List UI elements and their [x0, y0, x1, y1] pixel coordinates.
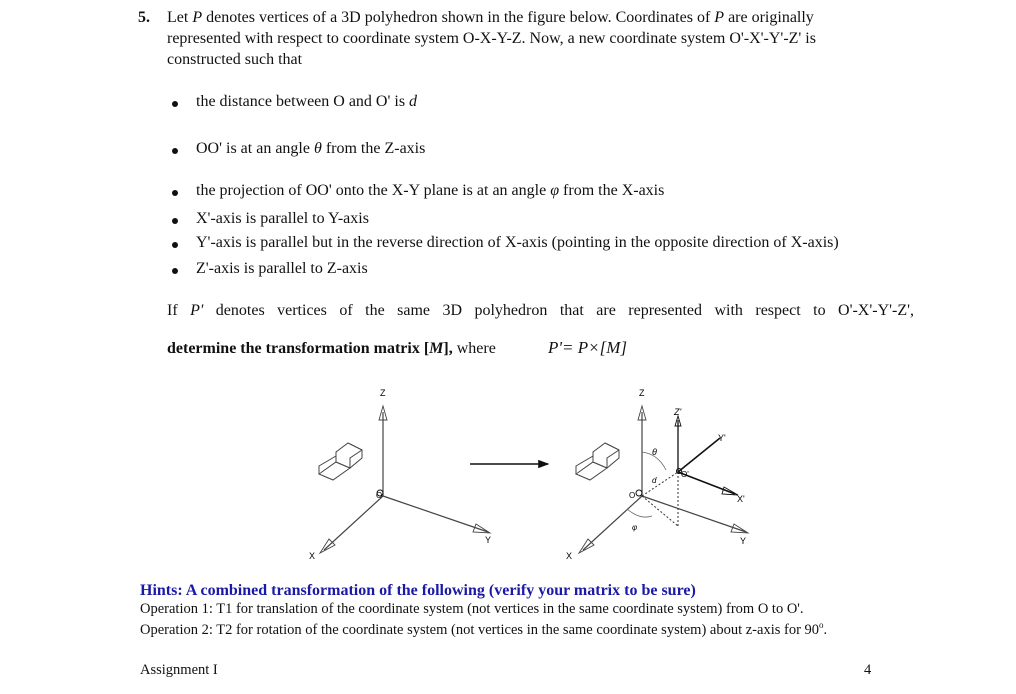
bullet-zprime: Z'-axis is parallel to Z-axis — [196, 260, 368, 277]
paragraph-pprime: If P' denotes vertices of the same 3D polyhedron that are represented with respect to O'-X'-Y'-Z', — [167, 302, 914, 319]
operation-1: Operation 1: T1 for translation of the coordinate system (not vertices in the same coordinate system) from O to O'. — [140, 601, 804, 617]
bullet-marker — [172, 148, 178, 154]
right-z-label: Z — [639, 388, 645, 398]
page-number: 4 — [864, 662, 872, 678]
left-z-label: Z — [380, 388, 386, 398]
theta-label: θ — [652, 447, 657, 457]
left-axes — [309, 388, 491, 561]
phi-label: φ — [632, 523, 638, 532]
intro-line-3: constructed such that — [167, 51, 303, 68]
right-oprime-label: O' — [681, 470, 689, 479]
bullet-marker — [172, 101, 178, 107]
polyhedron-right — [576, 443, 619, 480]
coordinate-figure — [300, 382, 770, 567]
polyhedron-left — [319, 443, 362, 480]
equation: P'= P×[M] — [548, 338, 627, 357]
right-zprime-label: Z' — [674, 407, 682, 417]
operation-2: Operation 2: T2 for rotation of the coordinate system (not vertices in the same coordinate system) about z-axis for 90$^o$. — [140, 620, 828, 638]
bullet-marker — [172, 218, 178, 224]
question-number: 5. — [138, 9, 150, 26]
right-axes — [566, 388, 748, 561]
bullet-yprime: Y'-axis is parallel but in the reverse direction of X-axis (pointing in the opposite direction of X-axis) — [196, 234, 839, 251]
right-yprime-label: Y' — [718, 433, 726, 443]
footer-assignment: Assignment I — [140, 662, 218, 678]
determine-line: determine the transformation matrix [M], where — [167, 340, 496, 357]
left-y-label: Y — [485, 535, 492, 545]
left-o-label: O — [376, 491, 383, 500]
right-y-label: Y — [740, 536, 747, 546]
left-x-label: X — [309, 551, 316, 561]
hints-title: Hints: A combined transformation of the following (verify your matrix to be sure) — [140, 582, 696, 599]
right-xprime-label: X' — [737, 494, 745, 504]
intro-line-2: represented with respect to coordinate system O-X-Y-Z. Now, a new coordinate system O'-X'-Y'-Z' is — [167, 30, 816, 47]
bullet-marker — [172, 268, 178, 274]
bullet-marker — [172, 242, 178, 248]
intro-line-1: Let P denotes vertices of a 3D polyhedron shown in the figure below. Coordinates of P are originally — [167, 9, 814, 26]
bullet-distance: the distance between O and O' is d — [196, 93, 418, 110]
right-o-label: O — [629, 491, 636, 500]
d-label: d — [652, 476, 657, 485]
bullet-theta: OO' is at an angle θ from the Z-axis — [196, 140, 426, 157]
right-x-label: X — [566, 551, 573, 561]
bullet-marker — [172, 190, 178, 196]
bullet-phi: the projection of OO' onto the X-Y plane is at an angle φ from the X-axis — [196, 182, 665, 199]
bullet-xprime: X'-axis is parallel to Y-axis — [196, 210, 369, 227]
